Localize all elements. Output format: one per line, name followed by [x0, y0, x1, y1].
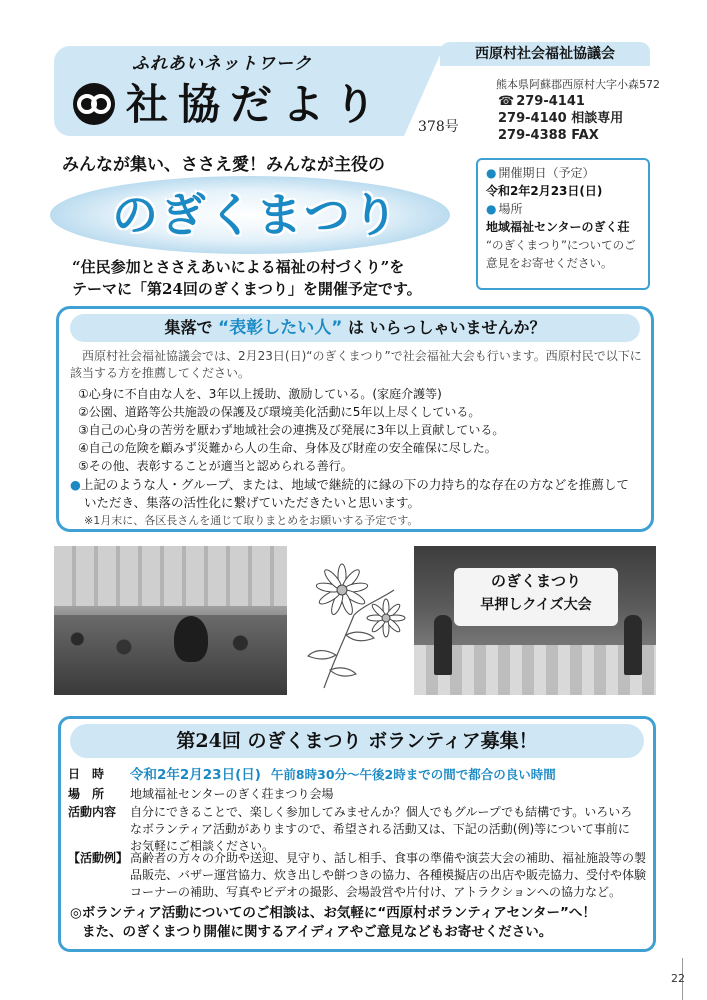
list-item: ④自己の危険を顧みず災難から人の生命、身体及び財産の安全確保に尽した。	[78, 441, 497, 455]
quiz-contest-photo	[414, 546, 656, 695]
place-value: 地域福祉センターのぎく荘	[486, 220, 630, 234]
example-line: コーナーの補助、写真やビデオの撮影、会場設営や片付け、アトラクションへの協力など。	[130, 885, 622, 899]
shakyo-logo-icon	[72, 82, 116, 126]
volunteer-place-row	[68, 786, 653, 804]
award-heading-highlight: “表彰したい人”	[218, 318, 343, 338]
volunteer-heading: 第24回 のぎくまつり ボランティア募集！	[70, 724, 644, 758]
photo-banner	[454, 568, 618, 626]
content-line: 自分にできることで、楽しく参加してみませんか？個人でもグループでも結構です。いろいろ	[130, 805, 633, 819]
newsletter-title: 社協だより	[126, 80, 387, 129]
photo-crowd	[54, 615, 287, 695]
issue-number: 378号	[418, 119, 459, 135]
volunteer-example-row	[68, 850, 653, 904]
award-intro: 西原村社会福祉協議会では、2月23日(日)“のぎくまつり”で社会福祉大会も行います。西原村民で以下に該当する方を推薦してください。	[70, 349, 642, 380]
photo-person	[434, 615, 452, 675]
photo-mascot	[174, 616, 208, 662]
volunteer-date: 令和2年2月23日(日)	[130, 767, 261, 783]
tel-consult: 279-4140 相談専用	[498, 111, 624, 126]
chrysanthemum-illustration-icon	[294, 560, 410, 690]
volunteer-contact	[70, 904, 650, 942]
org-contact	[498, 93, 623, 144]
photo-person	[624, 615, 642, 675]
list-item: ②公園、道路等公共施設の保護及び環境美化活動に5年以上尽くしている。	[78, 405, 481, 419]
event-info-box	[476, 158, 650, 290]
theme-line: “住民参加とささえあいによる福祉の村づくり”を	[72, 258, 405, 276]
org-address: 熊本県阿蘇郡西原村大字小森572	[496, 78, 660, 91]
catch-copy: みんなが集い、ささえ愛！みんなが主役の	[62, 155, 385, 175]
date-value: 令和2年2月23日(日)	[486, 184, 603, 198]
contact-line: ◎ボランティア活動についてのご相談は、お気軽に“西原村ボランティアセンター”へ！	[70, 905, 596, 921]
content-key: 活動内容	[68, 805, 117, 819]
content-line: なボランティア活動がありますので、希望される活動又は、下記の活動(例)等について事前に	[130, 822, 630, 836]
example-key: 【活動例】	[68, 851, 129, 865]
award-heading	[70, 314, 640, 342]
list-item: ⑤その他、表彰することが適当と認められる善行。	[78, 459, 353, 473]
award-foot-line: 上記のような人・グループ、または、地域で継続的に縁の下の力持ち的な存在の方などを推薦して	[80, 477, 629, 492]
contact-line: また、のぎくまつり開催に関するアイディアやご意見などもお寄せください。	[82, 924, 553, 940]
date-label: ● 開催期日（予定）	[486, 164, 640, 182]
list-item: ③自己の心身の苦労を厭わず地域社会の連携及び発展に3年以上貢献している。	[78, 423, 505, 437]
opinion-note: “のぎくまつり”についてのご意見をお寄せください。	[486, 238, 636, 270]
bullet-icon: ●	[70, 477, 81, 492]
festival-crowd-photo	[54, 546, 287, 695]
list-item: ①心身に不自由な人を、3年以上援助、激励している。(家庭介護等)	[78, 387, 442, 401]
award-criteria-list	[78, 385, 504, 475]
award-heading-pre: 集落で	[164, 318, 213, 337]
example-line: 品販売、バザー運営協力、炊き出しや餅つきの協力、各種模擬店の出店や販売協力、受付や体験	[130, 868, 647, 882]
content-line: お気軽にご相談ください。	[130, 839, 275, 853]
volunteer-place: 地域福祉センターのぎく荘まつり会場	[130, 787, 334, 801]
award-note: ※1月末に、各区長さんを通じて取りまとめをお願いする予定です。	[84, 514, 419, 527]
theme-line: テーマに「第24回のぎくまつり」を開催予定です。	[72, 280, 422, 298]
example-line: 高齢者の方々の介助や送迎、見守り、話し相手、食事の準備や演芸大会の補助、福祉施設等の製	[130, 851, 647, 865]
fax-number: 279-4388 FAX	[498, 128, 599, 143]
tel-main: 279-4141	[516, 94, 585, 109]
banner-line: のぎくまつり	[490, 572, 581, 590]
place-key: 場 所	[68, 787, 105, 801]
festival-theme	[72, 256, 422, 300]
award-recommendation	[70, 476, 648, 512]
org-name: 西原村社会福祉協議会	[440, 42, 650, 66]
page-number: 22	[671, 972, 685, 985]
phone-icon: ☎	[498, 94, 515, 109]
banner-line: 早押しクイズ大会	[480, 597, 592, 613]
volunteer-time: 午前8時30分～午後2時までの間で都合の良い時間	[270, 767, 556, 782]
award-heading-post: は いらっしゃいませんか？	[347, 318, 546, 337]
award-foot-line: いただき、集落の活性化に繋げていただきたいと思います。	[84, 495, 421, 510]
network-title: ふれあいネットワーク	[132, 54, 312, 74]
volunteer-date-row	[68, 766, 653, 784]
place-label: ● 場所	[486, 200, 640, 218]
date-key: 日 時	[68, 767, 105, 781]
photo-hall	[54, 546, 287, 606]
festival-title: のぎくまつり	[112, 188, 400, 242]
